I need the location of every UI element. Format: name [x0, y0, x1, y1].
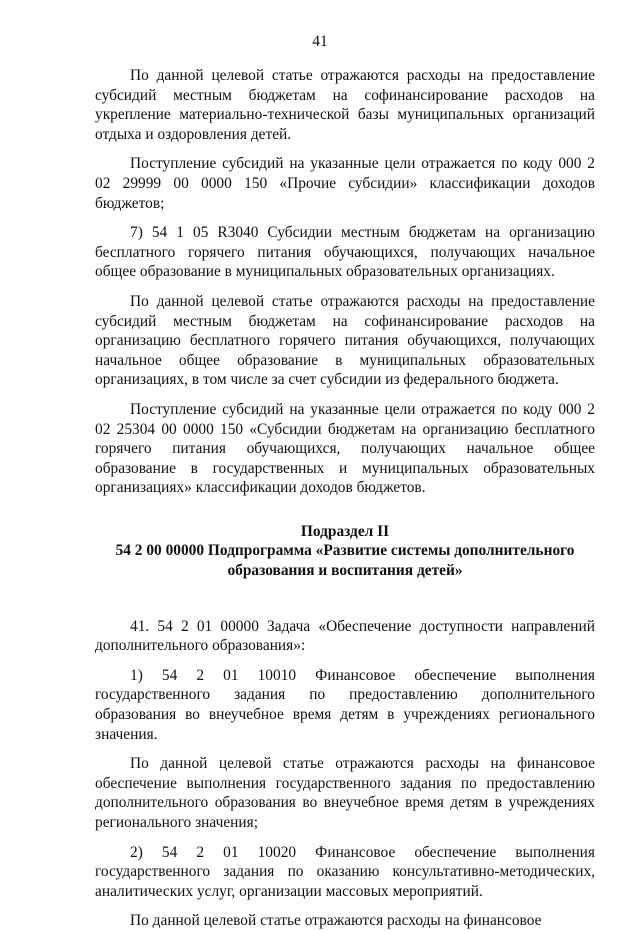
paragraph: 2) 54 2 01 10020 Финансовое обеспечение выполнения государственного задания по оказанию консультативно-методических, аналитических услуг, организации массовых мероприятий.	[95, 843, 595, 900]
paragraph: По данной целевой статье отражаются расходы на финансовое	[130, 912, 542, 930]
section-heading-line: Подраздел II	[300, 522, 390, 540]
paragraph: 7) 54 1 05 R3040 Субсидии местным бюджетам на организацию бесплатного горячего питания обучающихся, получающих начальное общее образование в муниципальных образовательных организациях.	[95, 224, 595, 281]
paragraph: Поступление субсидий на указанные цели отражается по коду 000 2 02 29999 00 0000 150 «Прочие субсидии» классификации доходов бюджетов;	[95, 155, 595, 212]
page-number: 41	[312, 33, 328, 50]
section-heading	[95, 522, 595, 581]
section-heading-line: образования и воспитания детей»	[227, 562, 463, 580]
paragraph: По данной целевой статье отражаются расходы на предоставление субсидий местным бюджетам на софинансирование расходов на организацию бесплатного горячего питания обучающихся, получающих начальное общее образование в муниципальных образовательных организациях, в том числе за счет субсидии из федерального бюджета.	[95, 292, 595, 389]
paragraph: 1) 54 2 01 10010 Финансовое обеспечение выполнения государственного задания по предоставлению дополнительного образования во внеучебное время детям в учреждениях регионального значения.	[95, 666, 595, 743]
paragraph: По данной целевой статье отражаются расходы на предоставление субсидий местным бюджетам на софинансирование расходов на укрепление материально-технической базы муниципальных организаций отдыха и оздоровления детей.	[95, 67, 595, 143]
section-heading-line: 54 2 00 00000 Подпрограмма «Развитие системы дополнительного	[115, 542, 575, 560]
paragraph: По данной целевой статье отражаются расходы на финансовое обеспечение выполнения государственного задания по предоставлению дополнительного образования во внеучебное время детям в учреждениях регионального значения;	[95, 755, 595, 831]
paragraph: 41. 54 2 01 00000 Задача «Обеспечение доступности направлений дополнительного образования»:	[95, 617, 595, 655]
document-body	[95, 66, 595, 931]
paragraph: Поступление субсидий на указанные цели отражается по коду 000 2 02 25304 00 0000 150 «Субсидии бюджетам на организацию бесплатного горячего питания обучающихся, получающих начальное общее образование в государственных и муниципальных образовательных организациях» классификации доходов бюджетов.	[95, 400, 595, 497]
